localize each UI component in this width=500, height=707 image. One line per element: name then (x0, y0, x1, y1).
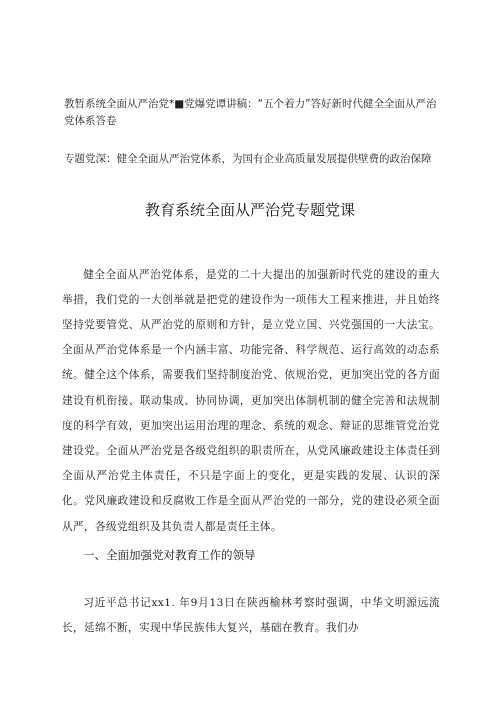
document-title: 教育系统全面从严治党专题党课 (144, 201, 355, 219)
section-heading-1: 一、全面加强党对教育工作的领导 (83, 548, 256, 562)
related-doc-link-1[interactable]: 教暂系统全面从严治党*■党爆党谭讲稿：“五个着力”答好新时代健全全面从严治党体系答卷 (64, 98, 437, 127)
body-paragraph-1: 健全全面从严治党体系，是党的二十大提出的加强新时代党的建设的重大举措，我们党的一大创举就是把党的建设作为一项伟大工程来推进，并且始终坚持党要管党、从严治党的原则和方针，是立党立国、兴党强国的一大法宝。全面从严治党体系是一个内涵丰富、功能完备、科学规范、运行高效的动态系统。健全这个体系，需要我们坚持制度治党、依规治党，更加突出党的各方面建设有机衔接、联动集成、协同协调，更加突出体制机制的健全完善和法规制度的科学有效，更加突出运用治理的理念、系统的观念、辩证的思维管党治党建设党。全面从严治党是各级党组织的职责所在，从党风廉政建设主体责任到全面从严治党主体责任，不只是字面上的变化，更是实践的发展、认识的深化。党风廉政建设和反腐败工作是全面从严治党的一部分，党的建设必须全面从严，各级党组织及其负责人都是责任主体。 (62, 268, 440, 533)
related-doc-link-2[interactable]: 专题党深：健全全面从严治党体系，为国有企业高质量发展提供壁费的政治保障 (64, 153, 432, 165)
body-paragraph-2: 习近平总书记xx1. 年9月13日在陕西榆林考察时强调，中华文明源远流长，延绵不断，实现中华民族伟大复兴，基础在教育。我们办 (62, 596, 440, 634)
